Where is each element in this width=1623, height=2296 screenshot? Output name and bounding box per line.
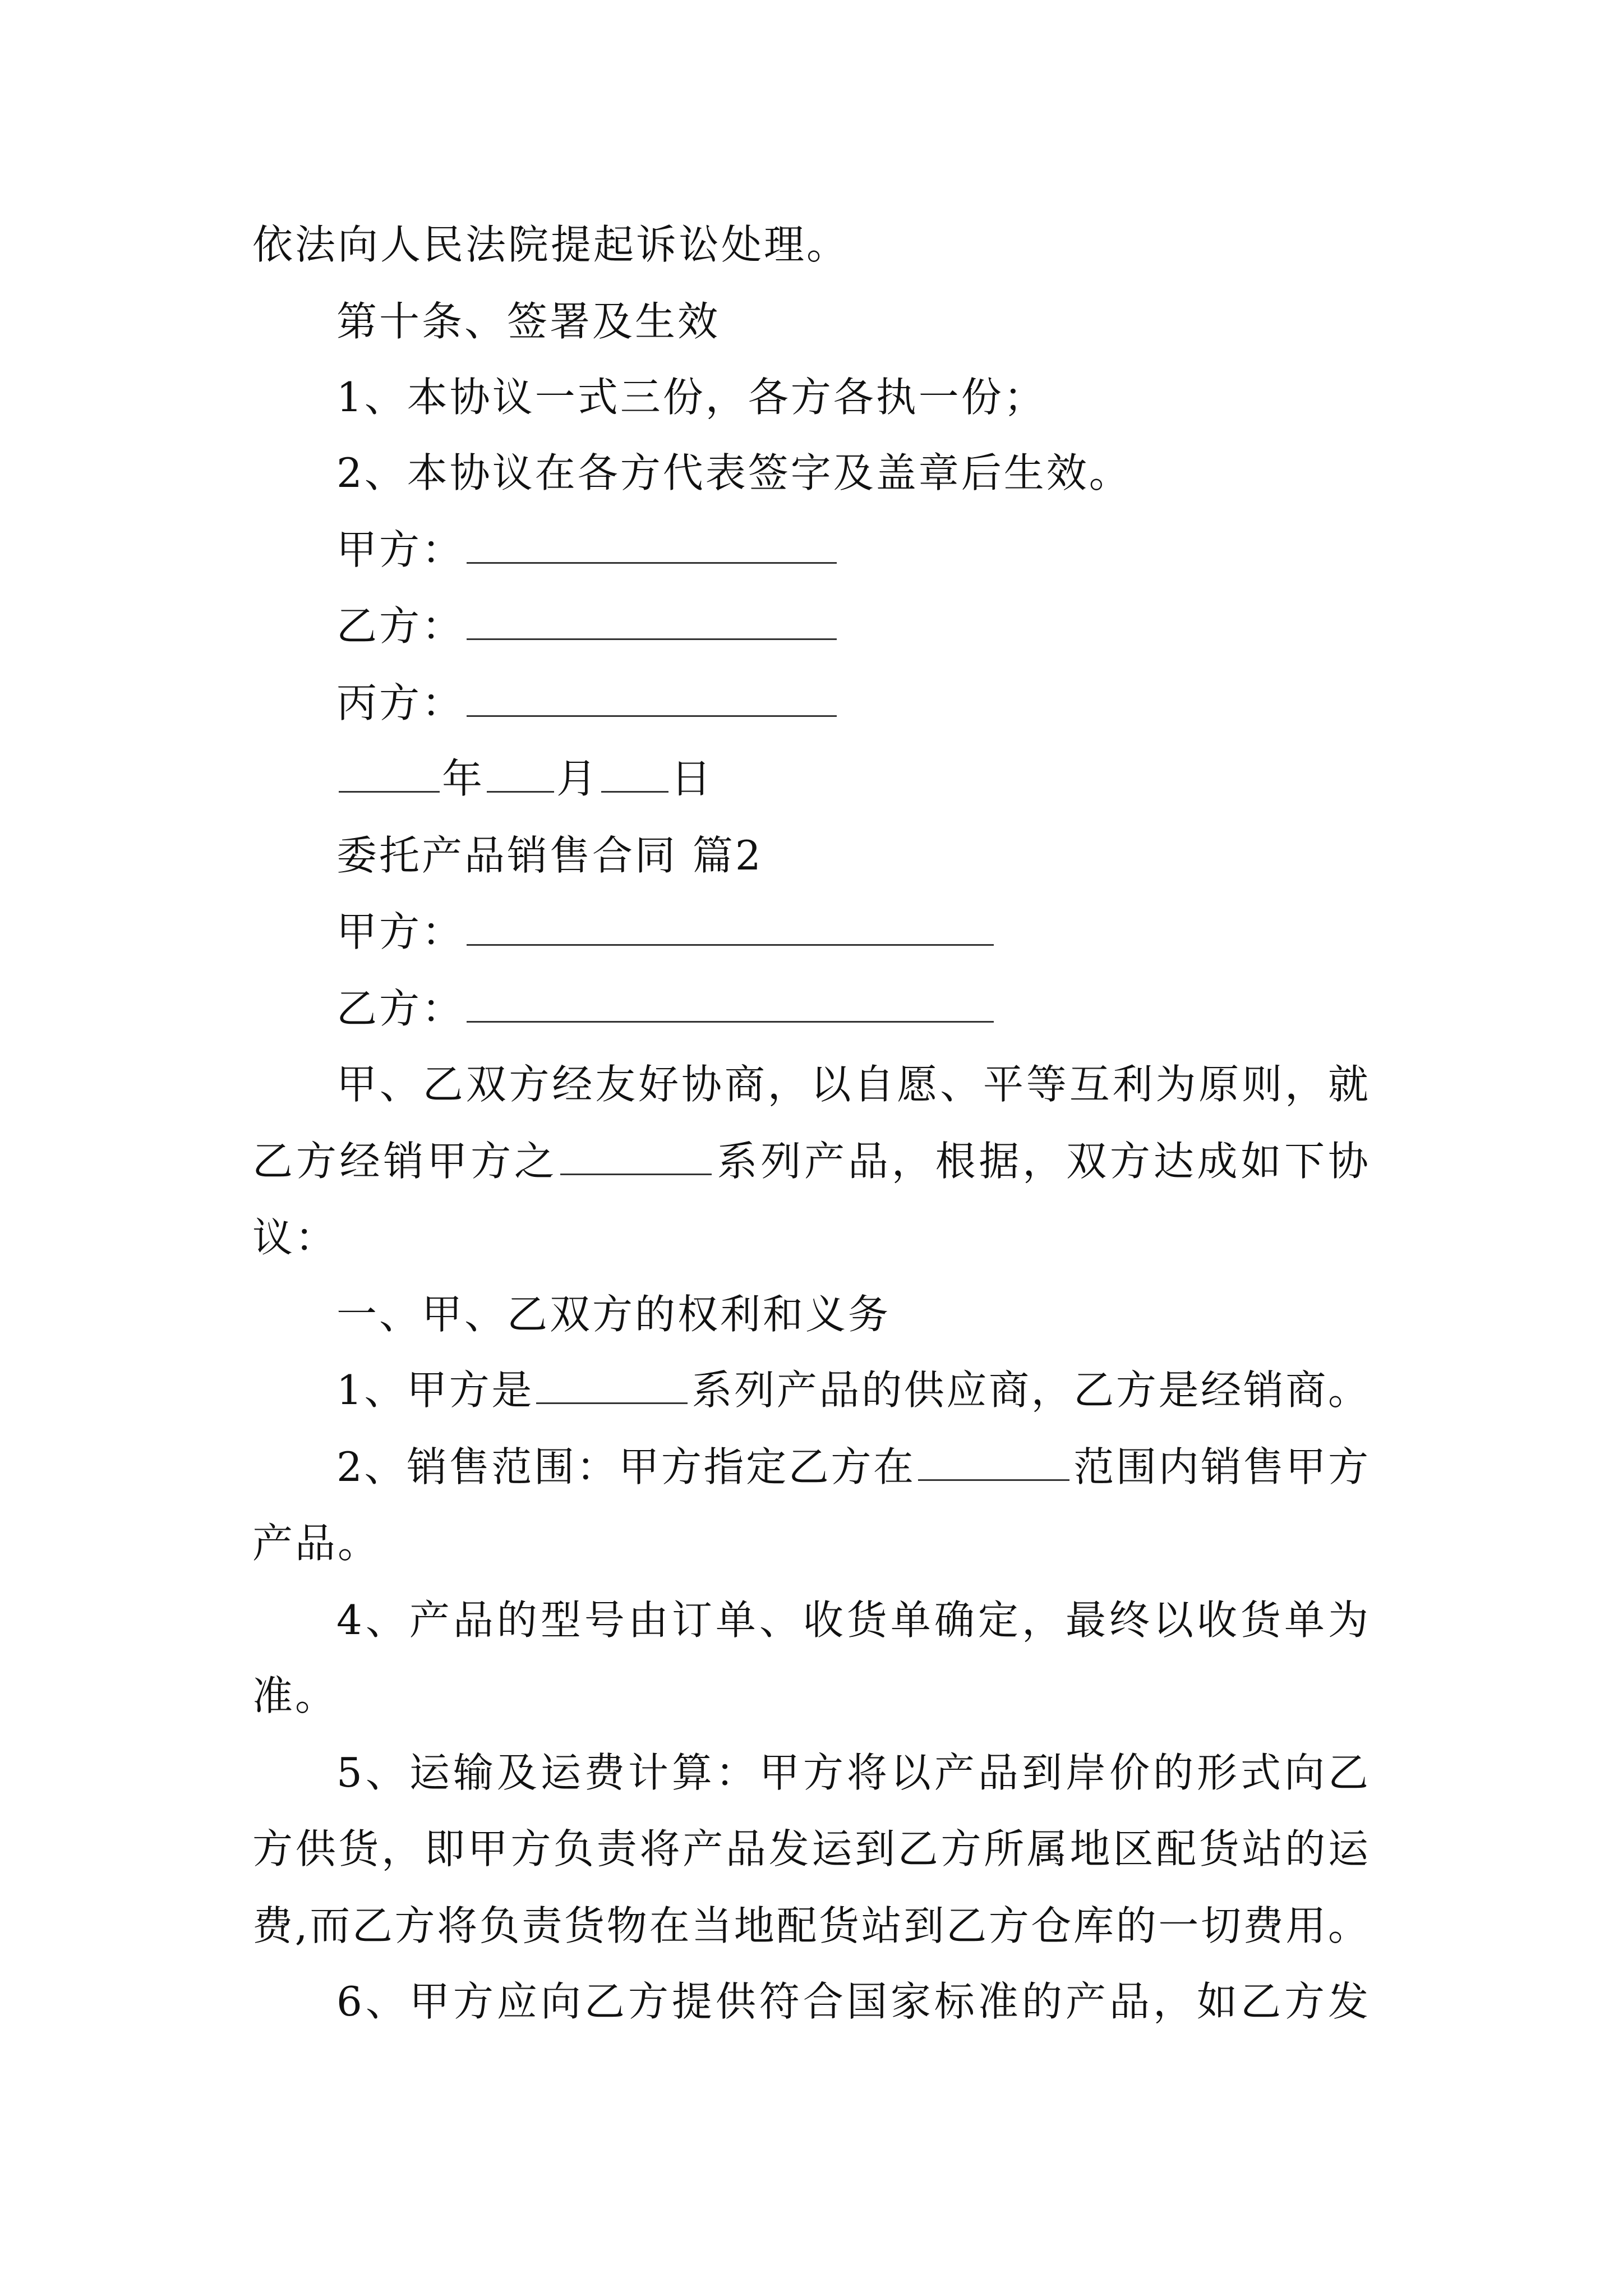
year-blank xyxy=(339,786,440,793)
text-span: 2、销售范围：甲方指定乙方在 xyxy=(336,1443,916,1490)
signature-label: 丙方： xyxy=(336,679,465,726)
party-blank xyxy=(467,940,994,946)
contract-party-b xyxy=(336,982,996,1036)
paragraph-line: 依法向人民法院提起诉讼处理。 xyxy=(252,221,850,268)
clause-line xyxy=(336,1363,1368,1417)
signature-label: 甲方： xyxy=(336,526,465,573)
article-heading: 第十条、签署及生效 xyxy=(336,298,721,345)
clause-line: 4、产品的型号由订单、收货单确定，最终以收货单为 xyxy=(336,1596,1368,1644)
clause-2: 2、本协议在各方代表签字及盖章后生效。 xyxy=(336,449,1132,496)
clause-line: 5、运输及运费计算：甲方将以产品到岸价的形式向乙 xyxy=(336,1749,1368,1796)
party-label: 乙方： xyxy=(336,985,465,1032)
paragraph-line: 议： xyxy=(252,1214,338,1261)
date-line xyxy=(336,752,713,806)
signature-blank xyxy=(467,634,837,640)
month-blank xyxy=(487,786,554,793)
signature-blank xyxy=(467,711,837,717)
clause-line xyxy=(336,1440,1368,1494)
signature-label: 乙方： xyxy=(336,602,465,650)
party-label: 甲方： xyxy=(336,908,465,955)
signature-party-b xyxy=(336,599,839,653)
text-span: 系列产品的供应商，乙方是经销商。 xyxy=(689,1366,1368,1414)
section-title: 委托产品销售合同 篇2 xyxy=(336,832,763,879)
clause-line: 6、甲方应向乙方提供符合国家标准的产品，如乙方发 xyxy=(336,1978,1368,2025)
clause-line: 准。 xyxy=(252,1672,338,1719)
paragraph-line: 甲、乙双方经友好协商，以自愿、平等互利为原则，就 xyxy=(336,1061,1368,1108)
fill-blank xyxy=(560,1169,712,1175)
day-blank xyxy=(601,786,668,793)
text-span: 系列产品，根据，双方达成如下协 xyxy=(713,1138,1368,1185)
text-span: 乙方经销甲方之 xyxy=(252,1138,558,1185)
clause-line: 产品。 xyxy=(252,1520,381,1567)
text-span: 1、甲方是 xyxy=(336,1366,534,1414)
clause-1: 1、本协议一式三份，各方各执一份； xyxy=(336,374,1046,421)
fill-blank xyxy=(536,1398,688,1404)
clause-line: 方供货，即甲方负责将产品发运到乙方所属地区配货站的运 xyxy=(252,1825,1368,1872)
clause-line: 费,而乙方将负责货物在当地配货站到乙方仓库的一切费用。 xyxy=(252,1902,1368,1949)
fill-blank xyxy=(918,1475,1069,1481)
year-label: 年 xyxy=(442,755,485,802)
paragraph-line xyxy=(252,1134,1368,1188)
month-label: 月 xyxy=(556,755,600,802)
contract-party-a xyxy=(336,905,996,959)
day-label: 日 xyxy=(671,755,714,802)
signature-party-c xyxy=(336,676,839,730)
signature-blank xyxy=(467,558,837,564)
party-blank xyxy=(467,1016,994,1023)
signature-party-a xyxy=(336,523,839,577)
section-heading: 一、甲、乙双方的权利和义务 xyxy=(336,1291,891,1338)
text-span: 范围内销售甲方 xyxy=(1071,1443,1368,1490)
